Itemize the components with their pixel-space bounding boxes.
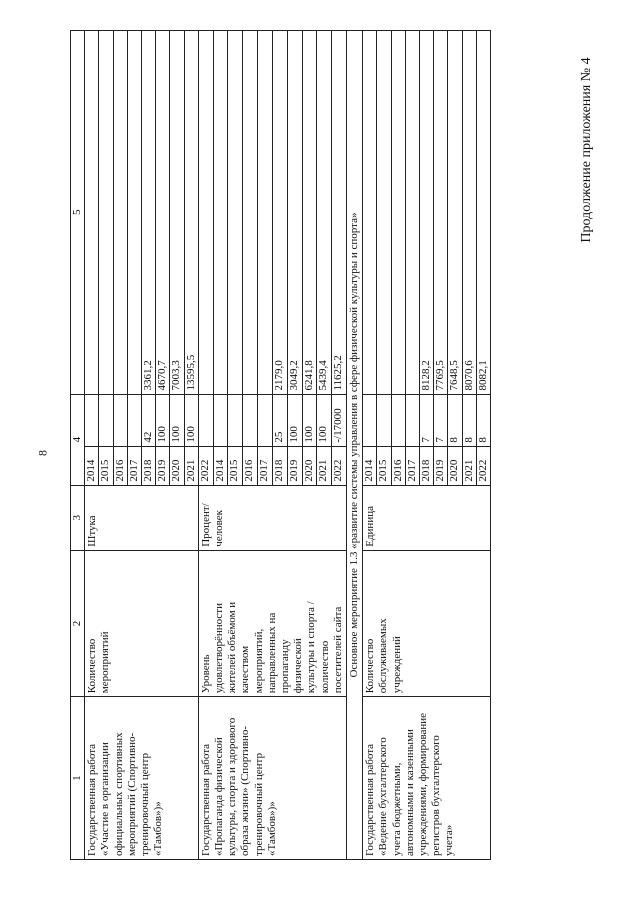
indicator-value-cell xyxy=(213,394,228,446)
cell-line: культуры и спорта / xyxy=(305,601,318,694)
cell-line: регистров бухгалтерского xyxy=(430,735,443,856)
cell-line: культуры, спорта и здорового xyxy=(226,717,239,856)
year-cell: 2022 xyxy=(198,446,213,485)
indicator-value-cell: 8 xyxy=(462,394,476,446)
appendix-table xyxy=(70,30,491,860)
cell-line: учреждений xyxy=(390,636,403,694)
indicator-value-cell: 42 xyxy=(142,394,156,446)
cost-value-cell xyxy=(391,31,405,395)
cost-value-cell: 2179,0 xyxy=(272,31,287,395)
work-name-cell xyxy=(85,697,199,860)
year-cell: 2015 xyxy=(377,446,391,485)
cell-line: учета бюджетными, xyxy=(390,762,403,856)
cell-line: физической xyxy=(292,638,305,694)
year-cell: 2020 xyxy=(302,446,317,485)
cell-line: человек xyxy=(213,510,226,547)
cost-value-cell xyxy=(127,31,141,395)
col-header-4: 4 xyxy=(71,394,85,485)
indicator-value-cell xyxy=(85,394,99,446)
year-cell: 2019 xyxy=(287,446,302,485)
cell-line: направленных на xyxy=(265,612,278,694)
cell-line: тренировочный центр xyxy=(252,753,265,856)
year-cell: 2014 xyxy=(85,446,99,485)
cost-value-cell xyxy=(228,31,243,395)
cost-value-cell xyxy=(258,31,273,395)
year-cell: 2014 xyxy=(213,446,228,485)
indicator-value-cell xyxy=(243,394,258,446)
year-cell: 2020 xyxy=(448,446,462,485)
indicator-value-cell xyxy=(198,394,213,446)
cell-line: Уровень xyxy=(199,654,212,694)
cost-value-cell xyxy=(213,31,228,395)
cost-value-cell xyxy=(113,31,127,395)
indicator-value-cell: 100 xyxy=(287,394,302,446)
indicator-value-cell xyxy=(363,394,377,446)
cell-line: образа жизни» (Спортивно- xyxy=(239,726,252,856)
indicator-value-cell xyxy=(391,394,405,446)
indicator-value-cell: 7 xyxy=(420,394,434,446)
indicator-value-cell xyxy=(405,394,419,446)
cost-value-cell: 8082,1 xyxy=(476,31,490,395)
cost-value-cell: 13595,5 xyxy=(184,31,198,395)
indicator-cell xyxy=(85,550,199,696)
section-heading-row xyxy=(347,31,363,860)
indicator-value-cell: -/17000 xyxy=(332,394,347,446)
cell-line: Государственная работа xyxy=(199,743,212,856)
year-cell: 2018 xyxy=(420,446,434,485)
work-name-cell xyxy=(363,697,491,860)
table-row xyxy=(85,31,99,860)
year-cell: 2021 xyxy=(462,446,476,485)
indicator-value-cell: 8 xyxy=(476,394,490,446)
cost-value-cell xyxy=(377,31,391,395)
cell-line: пропаганду xyxy=(279,639,292,694)
year-cell: 2022 xyxy=(476,446,490,485)
year-cell: 2022 xyxy=(332,446,347,485)
cell-line: посетителей сайта xyxy=(331,606,344,694)
col-header-1: 1 xyxy=(71,697,85,860)
table-row xyxy=(198,31,213,860)
year-cell: 2018 xyxy=(272,446,287,485)
cost-value-cell: 8070,6 xyxy=(462,31,476,395)
indicator-value-cell xyxy=(258,394,273,446)
cost-value-cell: 8128,2 xyxy=(420,31,434,395)
section-heading: Основное мероприятие 1.3 «развитие системы управления в сфере физической культуры и спорта» xyxy=(347,31,363,860)
cell-line: «Тамбов»)» xyxy=(152,801,165,856)
cell-line: учета» xyxy=(443,824,456,856)
year-cell: 2016 xyxy=(243,446,258,485)
work-name-cell xyxy=(198,697,346,860)
cell-line: мероприятий (Спортивно- xyxy=(125,732,138,856)
cell-line: Государственная работа xyxy=(86,743,99,856)
year-cell: 2014 xyxy=(363,446,377,485)
cell-line: «Ведение бухгалтерского xyxy=(377,737,390,856)
cell-line: Единица xyxy=(364,506,377,547)
cell-line: Процент/ xyxy=(199,503,212,547)
cell-line: официальных спортивных xyxy=(112,732,125,856)
indicator-value-cell xyxy=(99,394,113,446)
indicator-value-cell xyxy=(127,394,141,446)
col-header-2: 2 xyxy=(71,550,85,696)
year-cell: 2015 xyxy=(99,446,113,485)
indicator-cell xyxy=(363,550,491,696)
col-header-5: 5 xyxy=(71,31,85,395)
year-cell: 2017 xyxy=(258,446,273,485)
cost-value-cell xyxy=(363,31,377,395)
cell-line: учреждениями, формирование xyxy=(417,712,430,856)
cost-value-cell xyxy=(243,31,258,395)
cost-value-cell: 7003,3 xyxy=(170,31,184,395)
cell-line: обслуживаемых xyxy=(377,618,390,694)
indicator-value-cell xyxy=(228,394,243,446)
year-cell: 2021 xyxy=(184,446,198,485)
cost-value-cell: 7769,5 xyxy=(434,31,448,395)
cost-value-cell: 4670,7 xyxy=(156,31,170,395)
year-cell: 2017 xyxy=(405,446,419,485)
cost-value-cell: 5439,4 xyxy=(317,31,332,395)
cell-line: автономными и казенными xyxy=(403,729,416,856)
cell-line: качеством xyxy=(239,645,252,694)
cell-line: удовлетворённости xyxy=(213,602,226,694)
indicator-value-cell: 100 xyxy=(170,394,184,446)
cell-line: Штука xyxy=(86,515,99,547)
year-cell: 2020 xyxy=(170,446,184,485)
rotated-table-wrapper xyxy=(70,30,588,860)
year-cell: 2019 xyxy=(156,446,170,485)
cell-line: «Пропаганда физической xyxy=(213,737,226,856)
col-header-3: 3 xyxy=(71,485,85,550)
year-cell: 2015 xyxy=(228,446,243,485)
cell-line: Государственная работа xyxy=(364,743,377,856)
cell-line: количество xyxy=(318,640,331,694)
header-row xyxy=(71,31,85,860)
year-cell: 2017 xyxy=(127,446,141,485)
cost-value-cell xyxy=(198,31,213,395)
cell-line: Количество xyxy=(86,638,99,694)
cost-value-cell xyxy=(85,31,99,395)
cell-line: тренировочный центр xyxy=(139,753,152,856)
indicator-value-cell: 100 xyxy=(317,394,332,446)
unit-cell xyxy=(363,485,491,550)
cell-line: «Тамбов»)» xyxy=(265,801,278,856)
table-body xyxy=(85,31,491,860)
indicator-value-cell: 100 xyxy=(156,394,170,446)
cost-value-cell: 7648,5 xyxy=(448,31,462,395)
indicator-cell xyxy=(198,550,346,696)
year-cell: 2018 xyxy=(142,446,156,485)
cost-value-cell xyxy=(99,31,113,395)
indicator-value-cell: 100 xyxy=(184,394,198,446)
indicator-value-cell: 7 xyxy=(434,394,448,446)
cost-value-cell xyxy=(405,31,419,395)
cost-value-cell: 6241,8 xyxy=(302,31,317,395)
cell-line: мероприятий, xyxy=(252,628,265,694)
page-number: 8 xyxy=(35,450,50,456)
indicator-value-cell: 100 xyxy=(302,394,317,446)
cell-line: жителей объёмом и xyxy=(226,601,239,694)
cost-value-cell: 11625,2 xyxy=(332,31,347,395)
cell-line: Количество xyxy=(364,638,377,694)
indicator-value-cell: 8 xyxy=(448,394,462,446)
table-row xyxy=(363,31,377,860)
year-cell: 2016 xyxy=(391,446,405,485)
year-cell: 2016 xyxy=(113,446,127,485)
cost-value-cell: 3361,2 xyxy=(142,31,156,395)
year-cell: 2019 xyxy=(434,446,448,485)
continuation-title: Продолжение приложения № 4 xyxy=(579,57,594,243)
year-cell: 2021 xyxy=(317,446,332,485)
cell-line: «Участие в организации xyxy=(99,742,112,856)
indicator-value-cell xyxy=(377,394,391,446)
cost-value-cell: 3049,2 xyxy=(287,31,302,395)
cell-line: мероприятий xyxy=(99,631,112,694)
unit-cell xyxy=(85,485,199,550)
indicator-value-cell: 25 xyxy=(272,394,287,446)
indicator-value-cell xyxy=(113,394,127,446)
unit-cell xyxy=(198,485,346,550)
